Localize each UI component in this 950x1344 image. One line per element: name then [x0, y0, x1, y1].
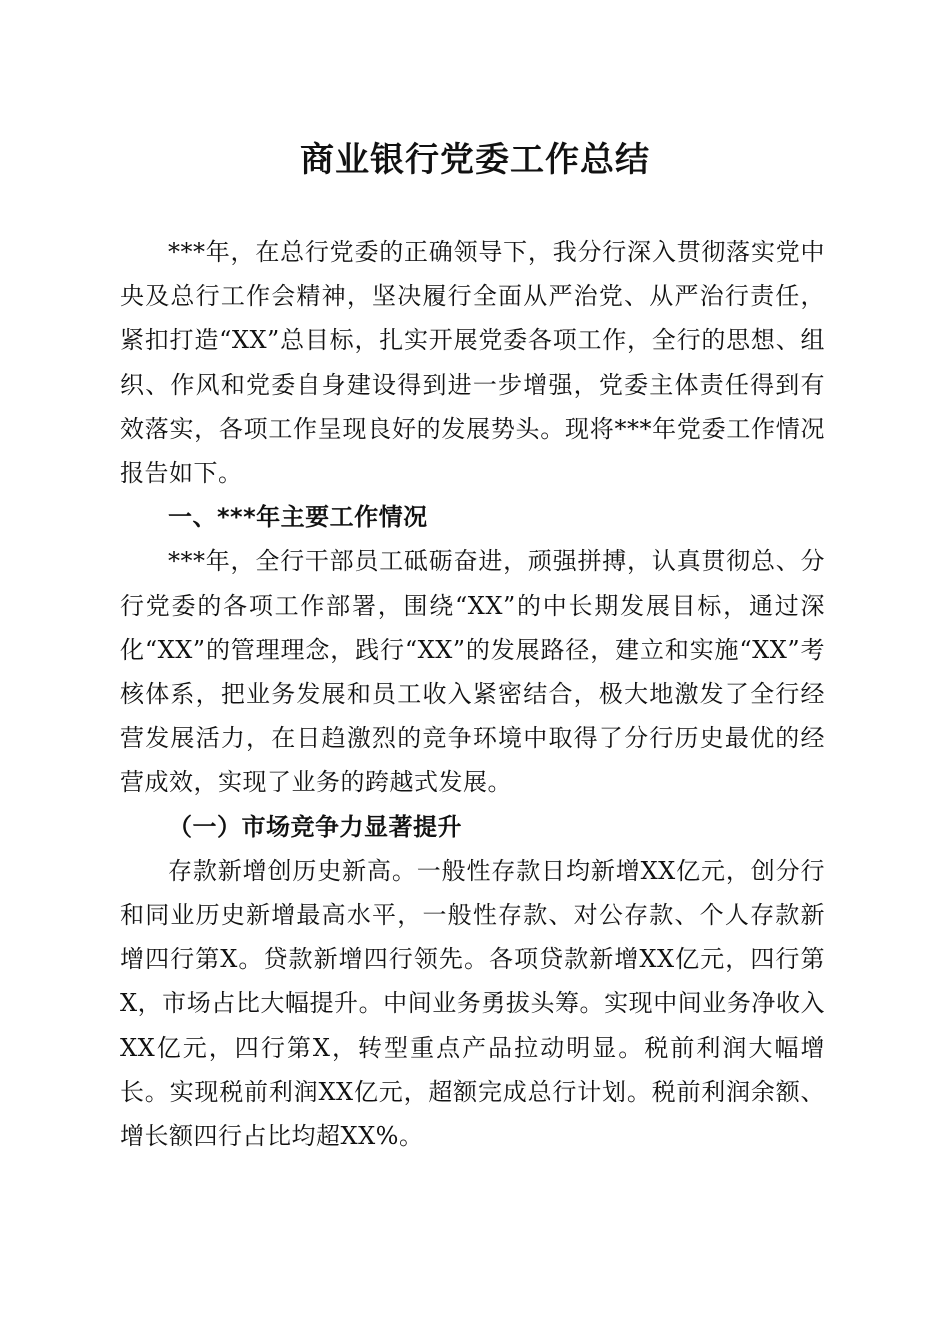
subsection-paragraph-results: 存款新增创历史新高。一般性存款日均新增XX亿元，创分行和同业历史新增最高水平，一般性存款、对公存款、个人存款新增四行第X。贷款新增四行领先。各项贷款新增XX亿元，四行第X，市场占比大幅提升。中间业务勇拔头筹。实现中间业务净收入XX亿元，四行第X，转型重点产品拉动明显。税前利润大幅增长。实现税前利润XX亿元，超额完成总行计划。税前利润余额、增长额四行占比均超XX%。 [120, 856, 825, 1151]
section-heading-main-work: 一、***年主要工作情况 [168, 503, 428, 532]
document-title: 商业银行党委工作总结 [300, 140, 650, 180]
intro-paragraph: ***年，在总行党委的正确领导下，我分行深入贯彻落实党中央及总行工作会精神，坚决履行全面从严治党、从严治行责任，紧扣打造“XX”总目标，扎实开展党委各项工作，全行的思想、组织、作风和党委自身建设得到进一步增强，党委主体责任得到有效落实，各项工作呈现良好的发展势头。现将***年党委工作情况报告如下。 [120, 238, 825, 488]
subsection-heading-competitiveness: （一）市场竞争力显著提升 [168, 811, 462, 841]
section-paragraph-overview: ***年，全行干部员工砥砺奋进，顽强拼搏，认真贯彻总、分行党委的各项工作部署，围绕“XX”的中长期发展目标，通过深化“XX”的管理理念，践行“XX”的发展路径，建立和实施“XX”考核体系，把业务发展和员工收入紧密结合，极大地激发了全行经营发展活力，在日趋激烈的竞争环境中取得了分行历史最优的经营成效，实现了业务的跨越式发展。 [120, 547, 825, 797]
document-body [120, 230, 825, 1158]
